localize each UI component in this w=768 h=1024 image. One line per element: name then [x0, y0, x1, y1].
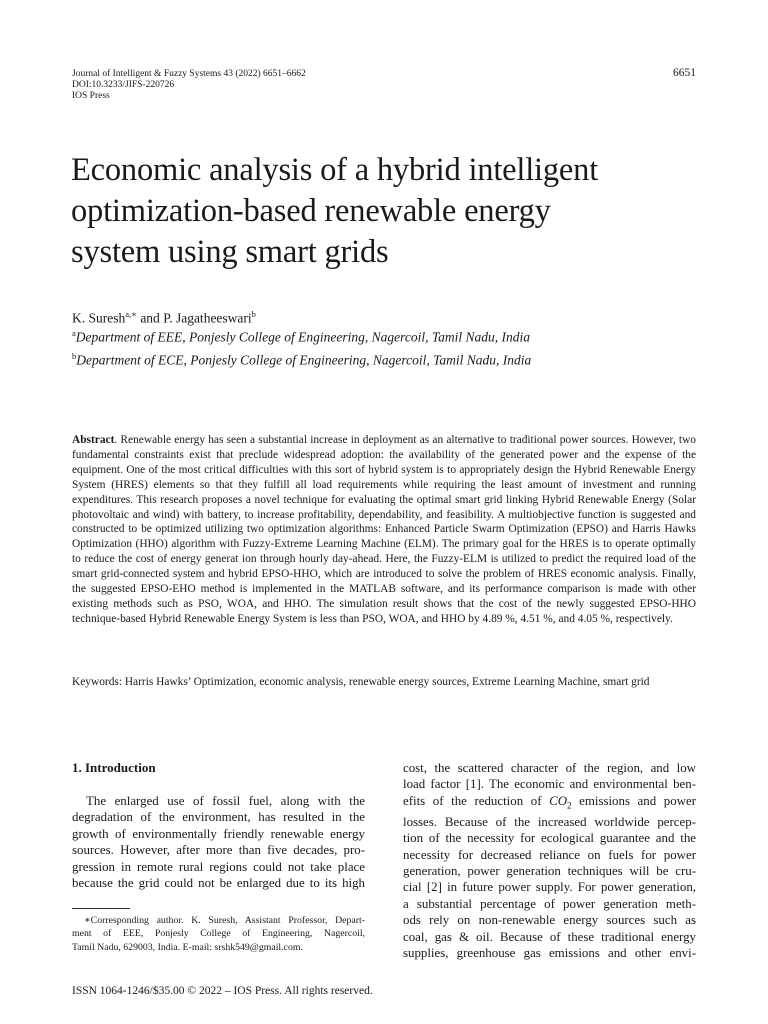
co2-formula: CO	[549, 793, 568, 808]
text-fragment: efits of the reduction of	[403, 793, 550, 808]
text-line: necessity for decreased reliance on fuels for power	[403, 847, 696, 862]
text-line: sources. However, after more than five decades, pro-	[72, 843, 365, 858]
text-line: supplies, greenhouse gas emissions and other envi-	[403, 946, 696, 961]
affiliation	[72, 324, 531, 347]
author-name: K. Suresh	[72, 310, 126, 326]
text-line: tion of the necessity for ecological guarantee and the	[403, 831, 696, 846]
text-line: load factor [1]. The economic and environmental ben-	[403, 777, 696, 792]
text-line: generation, power generation techniques will be cru-	[403, 864, 696, 879]
text-line-co2	[403, 793, 696, 814]
footnote-line: ∗Corresponding author. K. Suresh, Assistant Professor, Depart-	[84, 915, 365, 926]
intro-right-column	[403, 760, 696, 961]
affiliation	[72, 347, 531, 370]
page-number: 6651	[673, 67, 696, 79]
text-line: ods rely on non-renewable energy sources such as	[403, 913, 696, 928]
text-line: degradation of the environment, has resulted in the	[72, 810, 365, 825]
author-superscript: b	[251, 309, 256, 319]
journal-citation: Journal of Intelligent & Fuzzy Systems 43 (2022) 6651–6662	[72, 69, 306, 79]
author-superscript: a,∗	[125, 309, 137, 319]
copyright-footer: ISSN 1064-1246/$35.00 © 2022 – IOS Press. All rights reserved.	[72, 985, 373, 997]
text-line: losses. Because of the increased worldwide percep-	[403, 814, 696, 829]
abstract-text: . Renewable energy has seen a substantial increase in deployment as an alternative to traditional power sources. However, two fundamental constraints exist that preclude widespread adoption: the availability of the generated power and the expense of the equipment. One of the most critical difficulties with this sort of hybrid system is to appropriately design the Hybrid Renewable Energy System (HRES) elements so that they fulfill all load requirements while requiring the least amount of investment and running expenditures. This research proposes a novel technique for evaluating the optimal smart grid linking Hybrid Renewable Energy (Solar photovoltaic and wind) with battery, to increase profitability, dependability, and feasibility. A multiobjective function is suggested and constructed to be optimized utilizing two optimization algorithms: Enhanced Particle Swarm Optimization (EPSO) and Harris Hawks Optimization (HHO) algorithm with Fuzzy-Extreme Learning Machine (ELM). The primary goal for the HRES is to operate optimally to reduce the cost of energy generat ion through hourly day-ahead. Here, the Fuzzy-ELM is utilized to predict the required load of the smart grid-connected system and hybrid EPSO-HHO, which are introduced to solve the problem of HRES economic analysis. Finally, the suggested EPSO-EHO method is implemented in the MATLAB software, and its performance comparison is made with other existing methods such as PSO, WOA, and HHO. The simulation result shows that the cost of the newly suggested EPSO-HHO technique-based Hybrid Renewable Energy System is less than PSO, WOA, and HHO by 4.89 %, 4.51 %, and 4.05 %, respectively.	[72, 434, 696, 625]
text-line: cial [2] in future power supply. For power generation,	[403, 880, 696, 895]
title-line: system using smart grids	[71, 234, 389, 270]
footnote-rule	[72, 908, 130, 909]
text-line: because the grid could not be enlarged due to its high	[72, 876, 365, 891]
co2-subscript: 2	[567, 800, 572, 811]
doi[interactable]: DOI:10.3233/JIFS-220726	[72, 80, 175, 90]
affiliation-marker: b	[72, 350, 77, 361]
text-line: cost, the scattered character of the region, and low	[403, 761, 696, 775]
abstract-label: Abstract	[72, 434, 115, 446]
intro-left-column	[72, 793, 365, 891]
affiliation-text: Department of EEE, Ponjesly College of Engineering, Nagercoil, Tamil Nadu, India	[75, 329, 530, 345]
running-header	[72, 69, 306, 102]
text-line: gression in remote rural regions could not take place	[72, 859, 365, 874]
title-line: optimization-based renewable energy	[71, 193, 551, 229]
affiliation-text: Department of ECE, Ponjesly College of Engineering, Nagercoil, Tamil Nadu, India	[76, 352, 532, 367]
title-line: Economic analysis of a hybrid intelligent	[71, 152, 599, 188]
footnote-line: ment of EEE, Ponjesly College of Engineering, Nagercoil,	[72, 928, 365, 940]
text-fragment: emissions and power	[571, 793, 696, 808]
paper-title	[71, 150, 598, 273]
author-separator: and	[136, 310, 164, 326]
text-line: growth of environmentally friendly renewable energy	[72, 826, 365, 841]
text-line: a substantial percentage of power generation meth-	[403, 896, 696, 911]
author-name: P. Jagatheeswari	[163, 310, 252, 326]
affiliations	[72, 324, 531, 369]
footnote	[72, 914, 365, 954]
affiliation-marker: a	[72, 328, 76, 338]
keywords: Keywords: Harris Hawks’ Optimization, economic analysis, renewable energy sources, Extreme Learning Machine, smart grid	[72, 676, 650, 688]
section-heading: 1. Introduction	[72, 760, 156, 775]
publisher: IOS Press	[72, 91, 110, 101]
abstract	[72, 433, 696, 627]
text-line: coal, gas & oil. Because of these traditional energy	[403, 929, 696, 944]
footnote-line: Tamil Nadu, 629003, India. E-mail: srshk549@gmail.com.	[72, 941, 303, 953]
text-line: The enlarged use of fossil fuel, along with the	[86, 794, 365, 808]
